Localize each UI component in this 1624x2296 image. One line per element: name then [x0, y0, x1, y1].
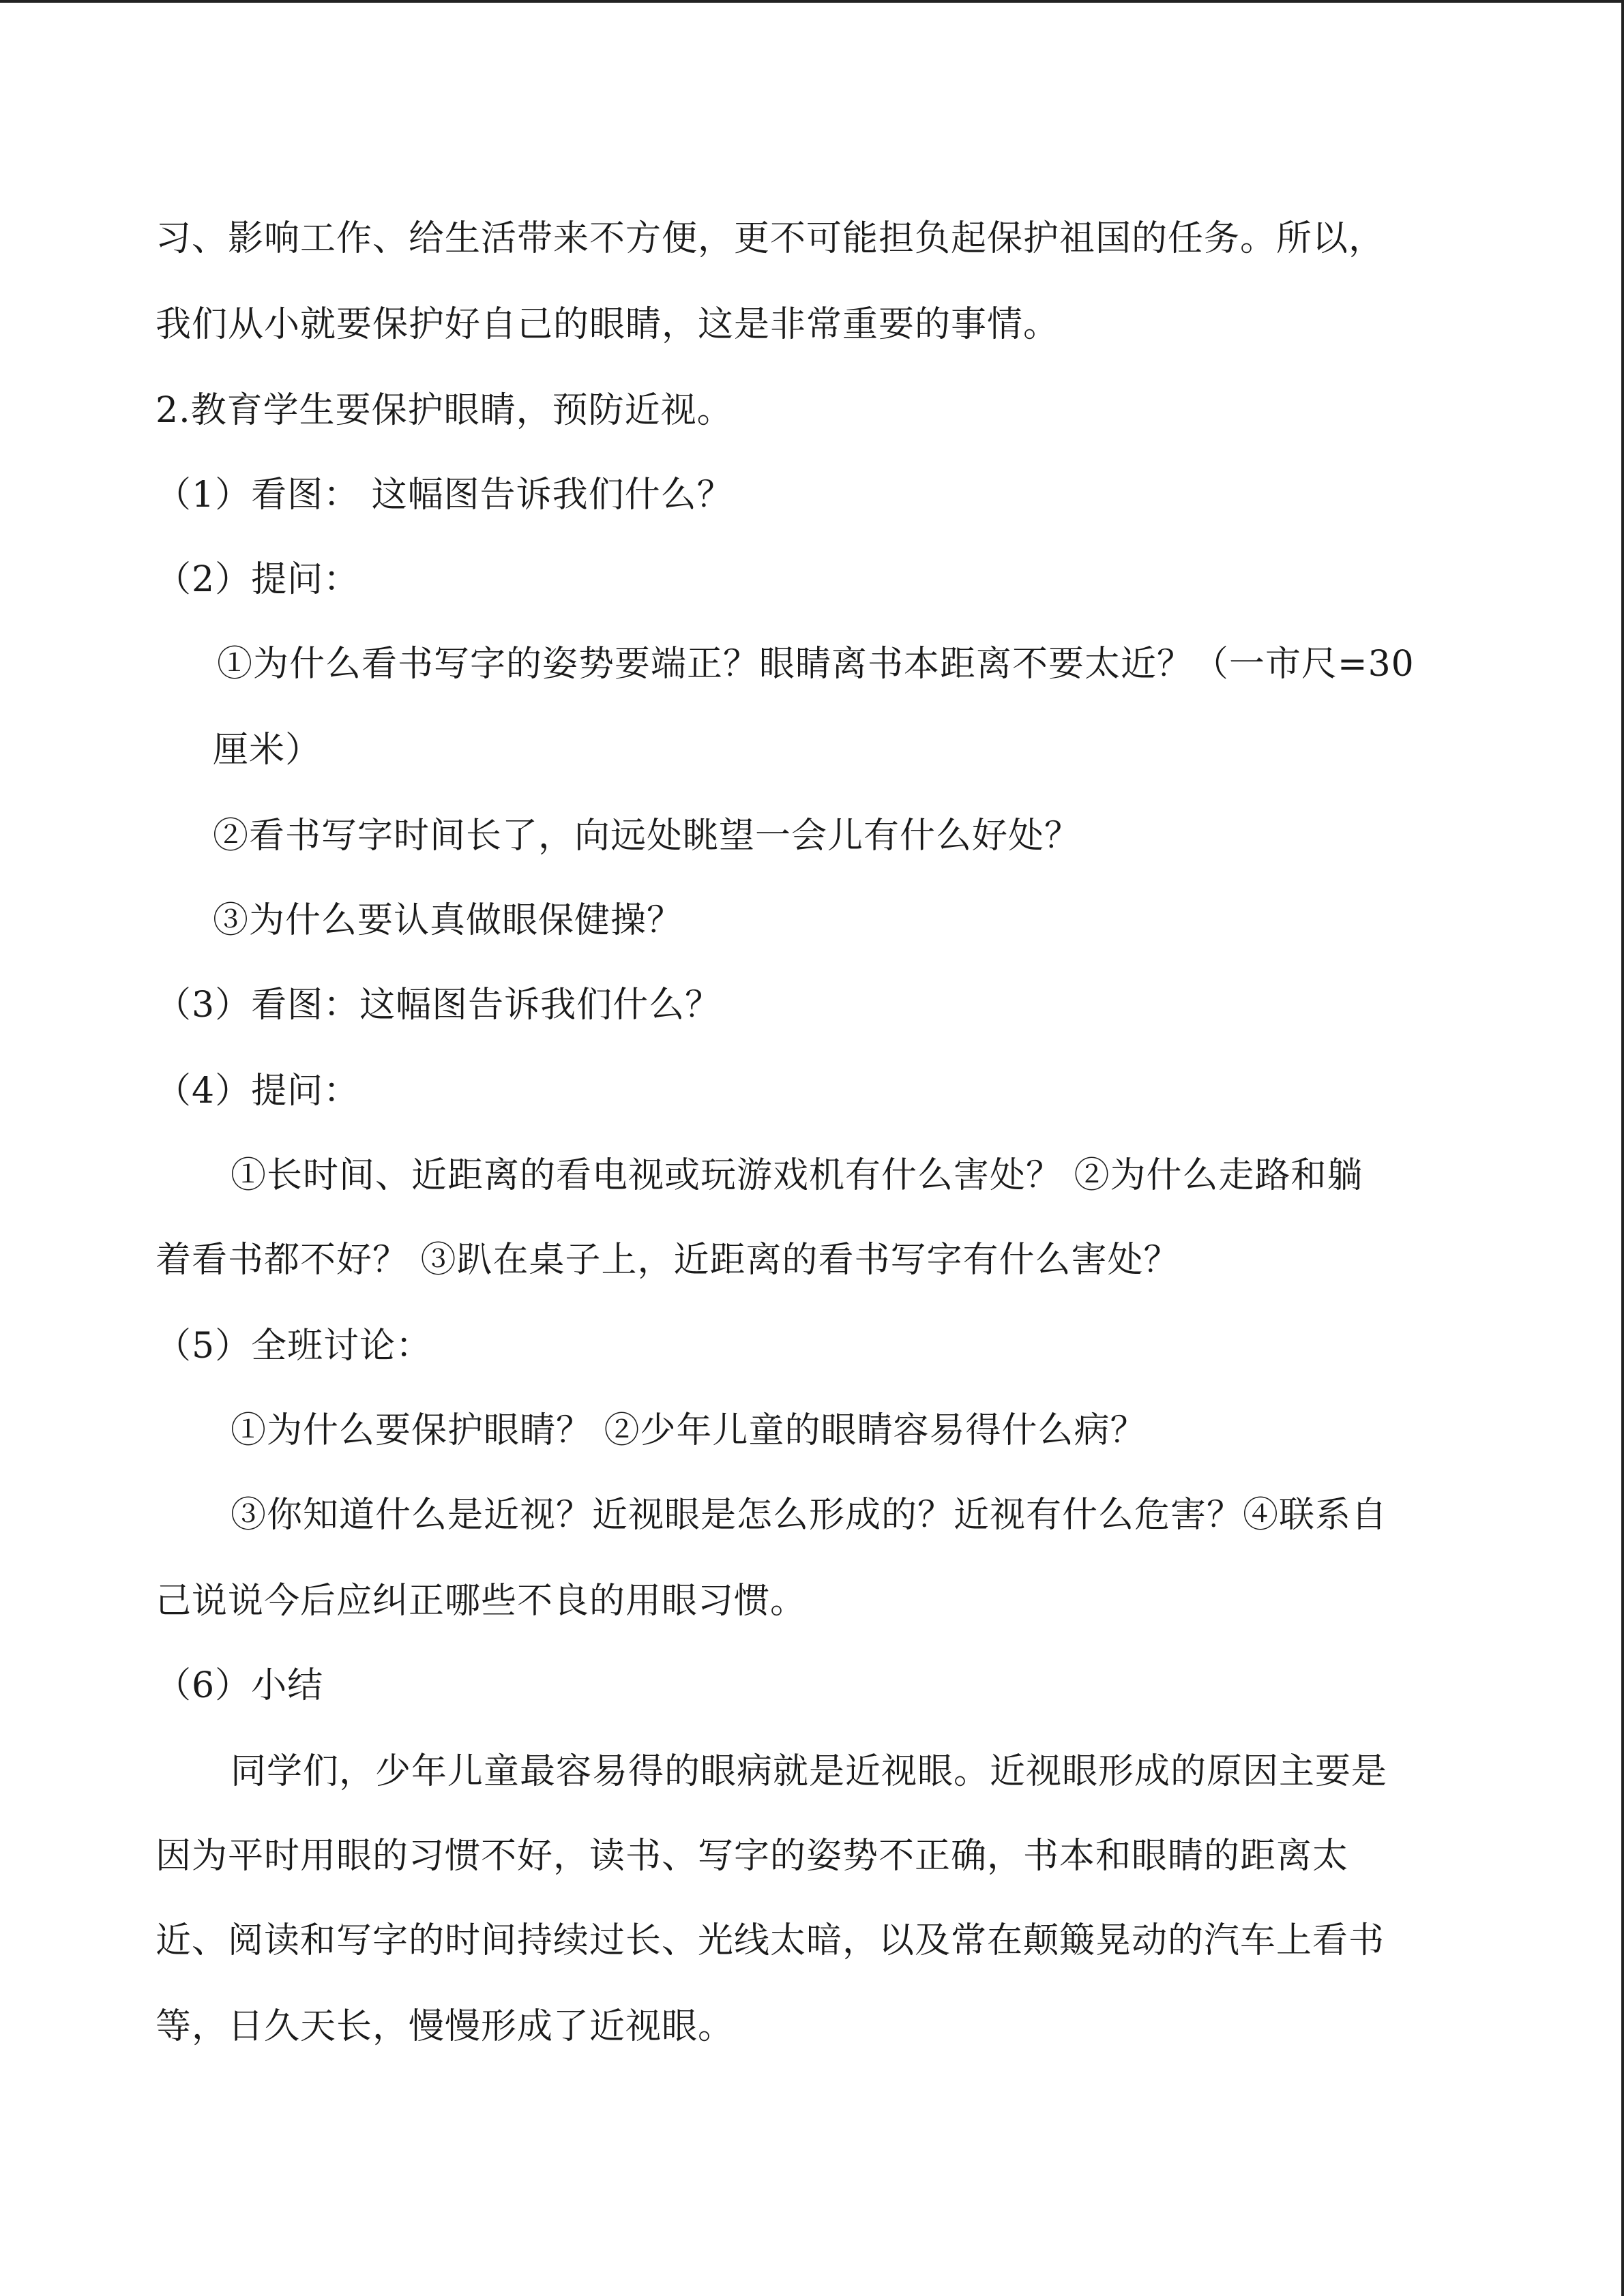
list-item: （6）小结 [156, 1665, 324, 1706]
list-item: （3）看图：这幅图告诉我们什么？ [156, 985, 722, 1026]
list-item: （4）提问： [156, 1071, 360, 1112]
question-line: 厘米） [213, 730, 322, 771]
question-line: ③为什么要认真做眼保健操？ [213, 900, 683, 941]
list-item: （5）全班讨论： [156, 1326, 432, 1367]
list-item: （1）看图： 这幅图告诉我们什么？ [156, 475, 733, 516]
paragraph-line: 习、影响工作、给生活带来不方便，更不可能担负起保护祖国的任务。所以， [156, 218, 1385, 259]
question-line: ②看书写字时间长了，向远处眺望一会儿有什么好处？ [213, 816, 1081, 856]
page-border-top [0, 0, 1624, 3]
summary-line: 因为平时用眼的习惯不好，读书、写字的姿势不正确，书本和眼睛的距离太 [156, 1836, 1349, 1877]
question-line: ①长时间、近距离的看电视或玩游戏机有什么害处？ ②为什么走路和躺 [231, 1155, 1363, 1196]
question-line: ①为什么看书写字的姿势要端正？眼睛离书本距离不要太近？（一市尺=30 [217, 644, 1415, 685]
summary-line: 等，日久天长，慢慢形成了近视眼。 [156, 2006, 735, 2047]
paragraph-line: 我们从小就要保护好自己的眼睛，这是非常重要的事情。 [156, 304, 1060, 345]
section-heading: 2.教育学生要保护眼睛，预防近视。 [156, 390, 733, 431]
question-line: ①为什么要保护眼睛？ ②少年儿童的眼睛容易得什么病？ [231, 1410, 1147, 1451]
question-line: 着看书都不好？ ③趴在桌子上，近距离的看书写字有什么害处？ [156, 1240, 1180, 1281]
question-line: 己说说今后应纠正哪些不良的用眼习惯。 [156, 1581, 807, 1622]
page-border-right [1621, 0, 1624, 2296]
summary-line: 近、阅读和写字的时间持续过长、光线太暗，以及常在颠簸晃动的汽车上看书 [156, 1920, 1385, 1961]
question-line: ③你知道什么是近视？近视眼是怎么形成的？近视有什么危害？④联系自 [231, 1495, 1388, 1536]
list-item: （2）提问： [156, 559, 360, 600]
summary-line: 同学们，少年儿童最容易得的眼病就是近视眼。近视眼形成的原因主要是 [231, 1751, 1388, 1792]
